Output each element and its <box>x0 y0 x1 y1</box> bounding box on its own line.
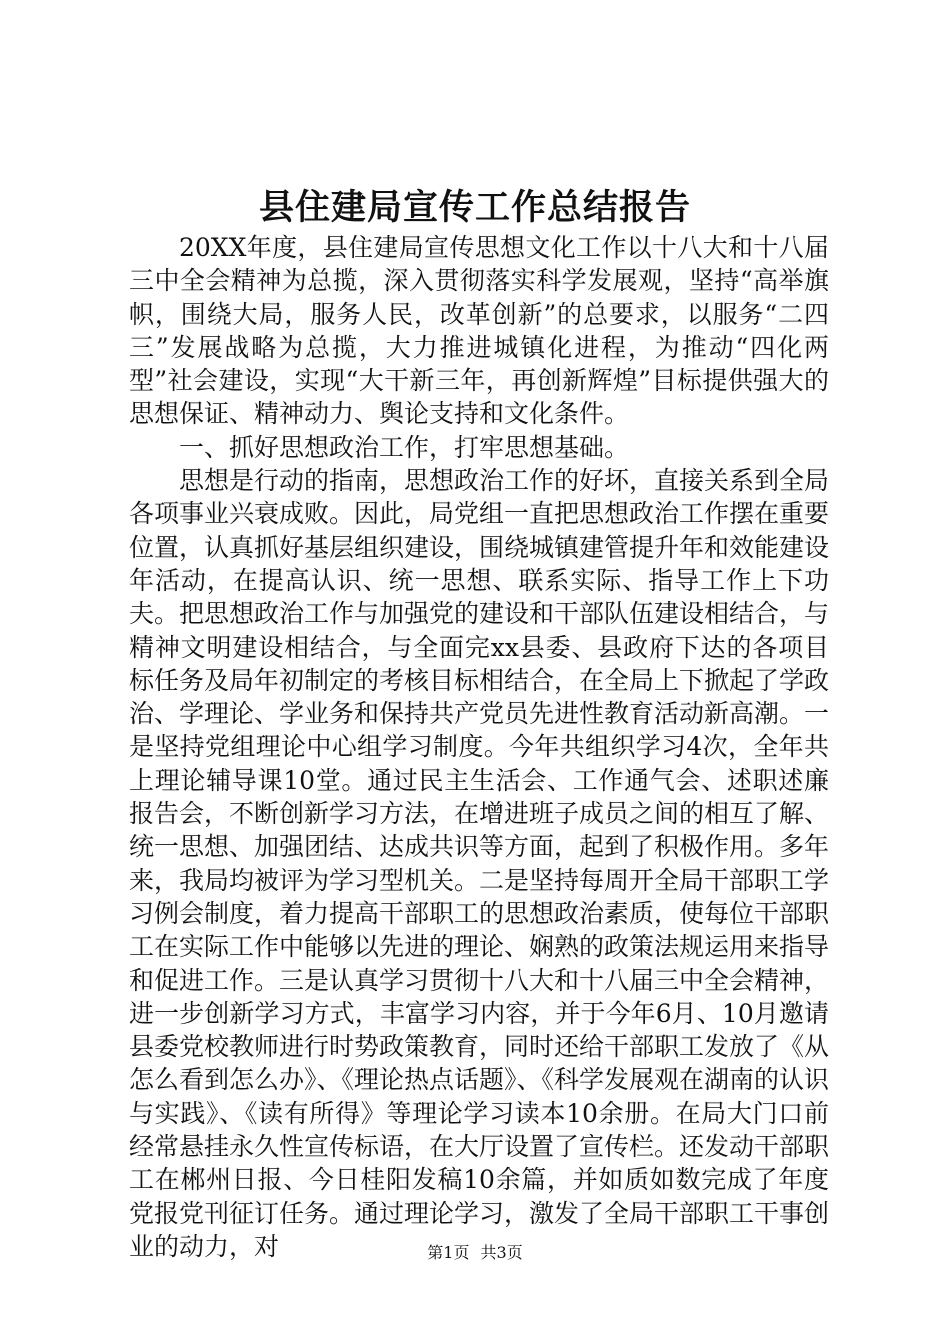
paragraph-section-1: 思想是行动的指南，思想政治工作的好坏，直接关系到全局各项事业兴衰成败。因此，局党组一直把思想政治工作摆在重要位置，认真抓好基层组织建设，围绕城镇建管提升年和效能建设年活动，在提高认识、统一思想、联系实际、指导工作上下功夫。把思想政治工作与加强党的建设和干部队伍建设相结合，与精神文明建设相结合，与全面完xx县委、县政府下达的各项目标任务及局年初制定的考核目标相结合，在全局上下掀起了学政治、学理论、学业务和保持共产党员先进性教育活动新高潮。一是坚持党组理论中心组学习制度。今年共组织学习4次，全年共上理论辅导课10堂。通过民主生活会、工作通气会、述职述廉报告会，不断创新学习方法，在增进班子成员之间的相互了解、统一思想、加强团结、达成共识等方面，起到了积极作用。多年来，我局均被评为学习型机关。二是坚持每周开全局干部职工学习例会制度，着力提高干部职工的思想政治素质，使每位干部职工在实际工作中能够以先进的理论、娴熟的政策法规运用来指导和促进工作。三是认真学习贯彻十八大和十八届三中全会精神，进一步创新学习方式，丰富学习内容，并于今年6月、10月邀请县委党校教师进行时势政策教育，同时还给干部职工发放了《从怎么看到怎么办》、《理论热点话题》、《科学发展观在湖南的认识与实践》、《读有所得》等理论学习读本10余册。在局大门口前经常悬挂永久性宣传标语，在大厅设置了宣传栏。还发动干部职工在郴州日报、今日桂阳发稿10余篇，并如质如数完成了年度党报党刊征订任务。通过理论学习，激发了全局干部职工干事创业的动力，对 <box>129 466 830 1261</box>
section-heading-1: 一、抓好思想政治工作，打牢思想基础。 <box>179 432 630 462</box>
document-body <box>129 231 829 1263</box>
page-total: 共3页 <box>480 1243 523 1262</box>
page-number: 第1页 <box>427 1243 470 1262</box>
page-footer <box>0 1242 950 1264</box>
paragraph-intro: 20XX年度，县住建局宣传思想文化工作以十八大和十八届三中全会精神为总揽，深入贯彻落实科学发展观，坚持“高举旗帜，围绕大局，服务人民，改革创新”的总要求，以服务“二四三”发展战略为总揽，大力推进城镇化进程，为推动“四化两型”社会建设，实现“大干新三年，再创新辉煌”目标提供强大的思想保证、精神动力、舆论支持和文化条件。 <box>129 233 829 429</box>
document-title: 县住建局宣传工作总结报告 <box>258 187 691 228</box>
